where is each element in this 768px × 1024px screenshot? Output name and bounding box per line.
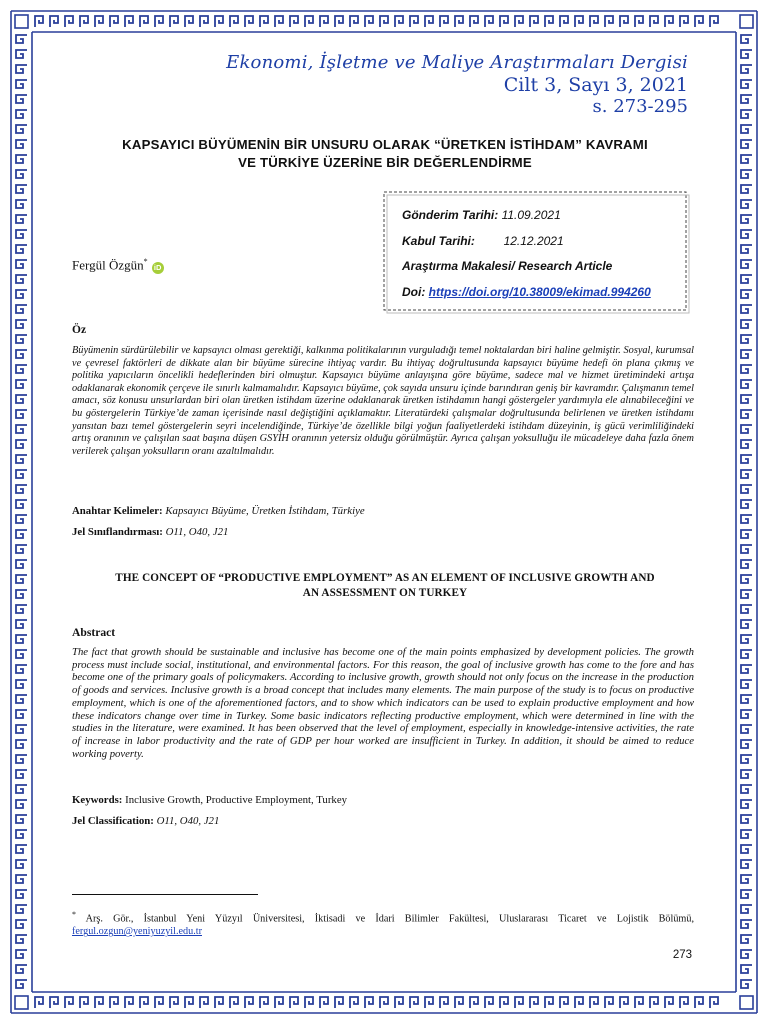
- oz-abstract-text: Büyümenin sürdürülebilir ve kapsayıcı olması gerektiği, kalkınma politikalarının vurguladığı temel noktalardan biri haline gelmiştir. Sosyal, kurumsal ve çevresel faktörleri de dikkate alan bir büyüme sürecine ihtiyaç vardır. Bu ihtiyaç doğrultusunda kapsayıcı büyüme hedefi ön plana çıkmış ve politika yapıcıların öncelikli hedeflerinden biri olmuştur. Kapsayıcı büyüme anlayışına göre büyüme, sadece mal ve hizmet üretimindeki artışa odaklanarak ekonomik çerçeve ile sınırlı kalmamalıdır. Kapsayıcı büyüme, çok sayıda unsuru içinde barındıran geniş bir kavramdır. Çalışmanın temel amacı, söz konusu unsurlardan biri olan üretken istihdam üzerine odaklanarak üretken istihdamın hangi göstergeler yardımıyla ele alınabileceğini ve bu göstergelerin Türkiye’de zaman içerisinde nasıl değiştiğini açıklamaktır. Literatürdeki çalışmalar doğrultusunda belirlenen ve üretken istihdamı yansıtan bazı temel göstergelerin seyri incelendiğinde, Türkiye’de özellikle bilgi yoğun faaliyetlerdeki istihdam düzeyinin, iş gücü verimliliğindeki artış oranının ve çalışılan saat başına düşen GSYİH oranının yetersiz olduğu görülmüştür. Ayrıca çalışan yoksulluğu ile mücadeleye daha fazla önem verilerek çalışan yoksulların oranı azaltılmalıdır.: [72, 345, 694, 457]
- journal-title: Ekonomi, İşletme ve Maliye Araştırmaları Dergisi: [226, 52, 688, 73]
- jel-siniflandirmasi-label: Jel Sınıflandırması:: [72, 526, 163, 538]
- author-name: Fergül Özgün: [72, 257, 144, 273]
- english-title-line-1: THE CONCEPT OF “PRODUCTIVE EMPLOYMENT” AS AN ELEMENT OF INCLUSIVE GROWTH AND: [115, 572, 655, 584]
- page-number: 273: [672, 949, 692, 961]
- footnote-divider: [72, 894, 258, 895]
- jel-siniflandirmasi-line: [72, 526, 228, 538]
- english-title-line-2: AN ASSESSMENT ON TURKEY: [302, 587, 468, 599]
- author-email-link[interactable]: fergul.ozgun@yeniyuzyil.edu.tr: [72, 926, 202, 938]
- footnote: [72, 908, 694, 938]
- journal-header: [226, 52, 688, 118]
- doi-row: [402, 285, 651, 299]
- doi-link[interactable]: https://doi.org/10.38009/ekimad.994260: [428, 285, 651, 299]
- footnote-marker: *: [72, 910, 76, 919]
- journal-pages: s. 273-295: [592, 96, 688, 117]
- oz-heading: Öz: [72, 324, 87, 336]
- submitted-date-row: [402, 208, 561, 222]
- accepted-value: 12.12.2021: [503, 234, 564, 248]
- jel-classification-value: O11, O40, J21: [156, 815, 220, 827]
- article-title-line-2: VE TÜRKİYE ÜZERİNE BİR DEĞERLENDİRME: [238, 155, 532, 170]
- anahtar-kelimeler-label: Anahtar Kelimeler:: [72, 505, 163, 517]
- jel-classification-label: Jel Classification:: [72, 815, 154, 827]
- keywords-value: Inclusive Growth, Productive Employment, Turkey: [125, 794, 348, 806]
- doi-label: Doi:: [402, 285, 426, 299]
- journal-volume: Cilt 3, Sayı 3, 2021: [503, 74, 688, 96]
- jel-siniflandirmasi-value: O11, O40, J21: [165, 526, 229, 538]
- submitted-label: Gönderim Tarihi:: [402, 208, 499, 222]
- article-title-line-1: KAPSAYICI BÜYÜMENİN BİR UNSURU OLARAK “ÜRETKEN İSTİHDAM” KAVRAMI: [122, 137, 648, 152]
- jel-classification-line: [72, 815, 219, 827]
- orcid-icon[interactable]: iD: [152, 262, 164, 274]
- author-line: [72, 257, 164, 274]
- abstract-text: The fact that growth should be sustainable and inclusive has become one of the main points emphasized by development policies. The growth process must include social, institutional, and environmental factors. For this reason, the goal of inclusive growth has come to the fore and has become one of the primary goals of policymakers. According to inclusive growth, growth should not only focus on the increase in the production of goods and services. Inclusive growth is a broad concept that includes many elements. The main purpose of the study is to focus on productive employment, which is one of the aforementioned factors, and to show which indicators can be used to explain productive employment and how these indicators change over time in Turkey. Some basic indicators reflecting productive employment, which were determined in line with the studies in the literature, were examined. It has been observed that the level of employment, especially in knowledge-intensive activities, the rate of increase in labor productivity and the rate of GDP per hour worked are insufficient in Turkey. In addition, it should be aimed to reduce working poverty.: [72, 646, 694, 760]
- keywords-line: [72, 794, 347, 806]
- accepted-date-row: [402, 234, 564, 248]
- article-type: Araştırma Makalesi/ Research Article: [402, 259, 613, 273]
- article-type-row: [402, 259, 612, 273]
- anahtar-kelimeler-line: [72, 505, 365, 517]
- author-footnote-marker: *: [143, 257, 148, 266]
- keywords-label: Keywords:: [72, 794, 123, 806]
- anahtar-kelimeler-value: Kapsayıcı Büyüme, Üretken İstihdam, Türkiye: [165, 505, 365, 517]
- abstract-heading: Abstract: [72, 626, 116, 639]
- footnote-text: Arş. Gör., İstanbul Yeni Yüzyıl Üniversitesi, İktisadi ve İdari Bilimler Fakültesi, Uluslararası Ticaret ve Lojistik Bölümü,: [85, 913, 694, 925]
- english-title: [70, 571, 700, 601]
- submitted-value: 11.09.2021: [501, 208, 561, 222]
- accepted-label: Kabul Tarihi:: [402, 234, 475, 248]
- article-title: [70, 136, 700, 172]
- article-info-box: [388, 196, 684, 308]
